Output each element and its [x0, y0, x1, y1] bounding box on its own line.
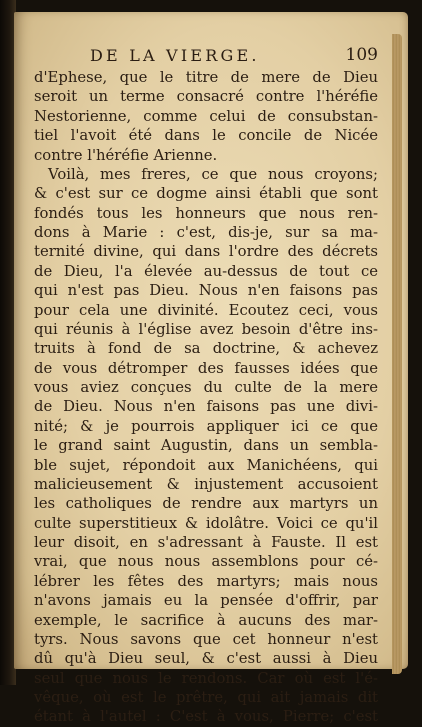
text-line: & c'est sur ce dogme ainsi établi que sont — [34, 185, 378, 203]
text-line: le grand saint Augustin, dans un sembla- — [34, 437, 378, 455]
text-line: exemple, le sacrifice à aucuns des mar- — [34, 611, 378, 629]
text-line: malicieusement & injustement accusoient — [34, 475, 378, 493]
text-line: leur disoit, en s'adressant à Fauste. Il est — [34, 534, 378, 551]
text-line: qui réunis à l'église avez besoin d'être ins- — [34, 320, 378, 338]
text-line: Voilà, mes freres, ce que nous croyons; — [48, 165, 378, 183]
text-line: de Dieu. Nous n'en faisons pas une divi- — [34, 398, 378, 416]
text-line: d'Ephese, que le titre de mere de Dieu — [34, 69, 378, 86]
text-line: Nestorienne, comme celui de consubstan- — [34, 107, 378, 125]
text-line: seroit un terme consacré contre l'héréfie — [34, 88, 378, 106]
text-line: contre l'héréfie Arienne. — [34, 146, 218, 164]
text-line: fondés tous les honneurs que nous ren- — [34, 204, 378, 222]
text-line: seul que nous le rendons. Car où est l'é- — [34, 669, 378, 687]
text-line: qui n'est pas Dieu. Nous n'en faisons pas — [34, 282, 378, 300]
text-line: ble sujet, répondoit aux Manichéens, qui — [34, 456, 378, 474]
text-line: culte superstitieux & idolâtre. Voici ce qu'il — [34, 514, 378, 532]
page-fore-edge — [392, 34, 402, 674]
text-line: tiel l'avoit été dans le concile de Nicée — [34, 127, 378, 145]
text-line: vous aviez conçues du culte de la mere — [34, 379, 378, 396]
body-text — [34, 68, 378, 727]
text-line: tyrs. Nous savons que cet honneur n'est — [34, 630, 378, 648]
text-line: étant à l'autel : C'est à vous, Pierre; c'est — [34, 708, 378, 726]
text-line: ternité divine, qui dans l'ordre des décrets — [34, 243, 378, 261]
text-line: truits à fond de sa doctrine, & achevez — [34, 340, 378, 358]
text-line: vrai, que nous nous assemblons pour cé- — [34, 553, 378, 571]
page-header — [34, 46, 378, 68]
text-line: de Dieu, l'a élevée au-dessus de tout ce — [34, 262, 378, 280]
text-line: de vous détromper des fausses idées que — [34, 359, 378, 377]
page-number: 109 — [345, 45, 378, 65]
text-line: vêque, où est le prêtre, qui ait jamais dit — [34, 689, 378, 706]
text-line: lébrer les fêtes des martyrs; mais nous — [34, 572, 378, 590]
text-line: dons à Marie : c'est, dis-je, sur sa ma- — [34, 224, 378, 241]
text-line: pour cela une divinité. Ecoutez ceci, vous — [34, 301, 378, 319]
text-line: nité; & je pourrois appliquer ici ce que — [34, 417, 378, 435]
text-line: les catholiques de rendre aux martyrs un — [34, 495, 378, 513]
text-line: n'avons jamais eu la pensée d'offrir, par — [34, 592, 378, 610]
text-line: dû qu'à Dieu seul, & c'est aussi à Dieu — [34, 650, 378, 668]
running-head: DE LA VIERGE. — [90, 46, 260, 65]
